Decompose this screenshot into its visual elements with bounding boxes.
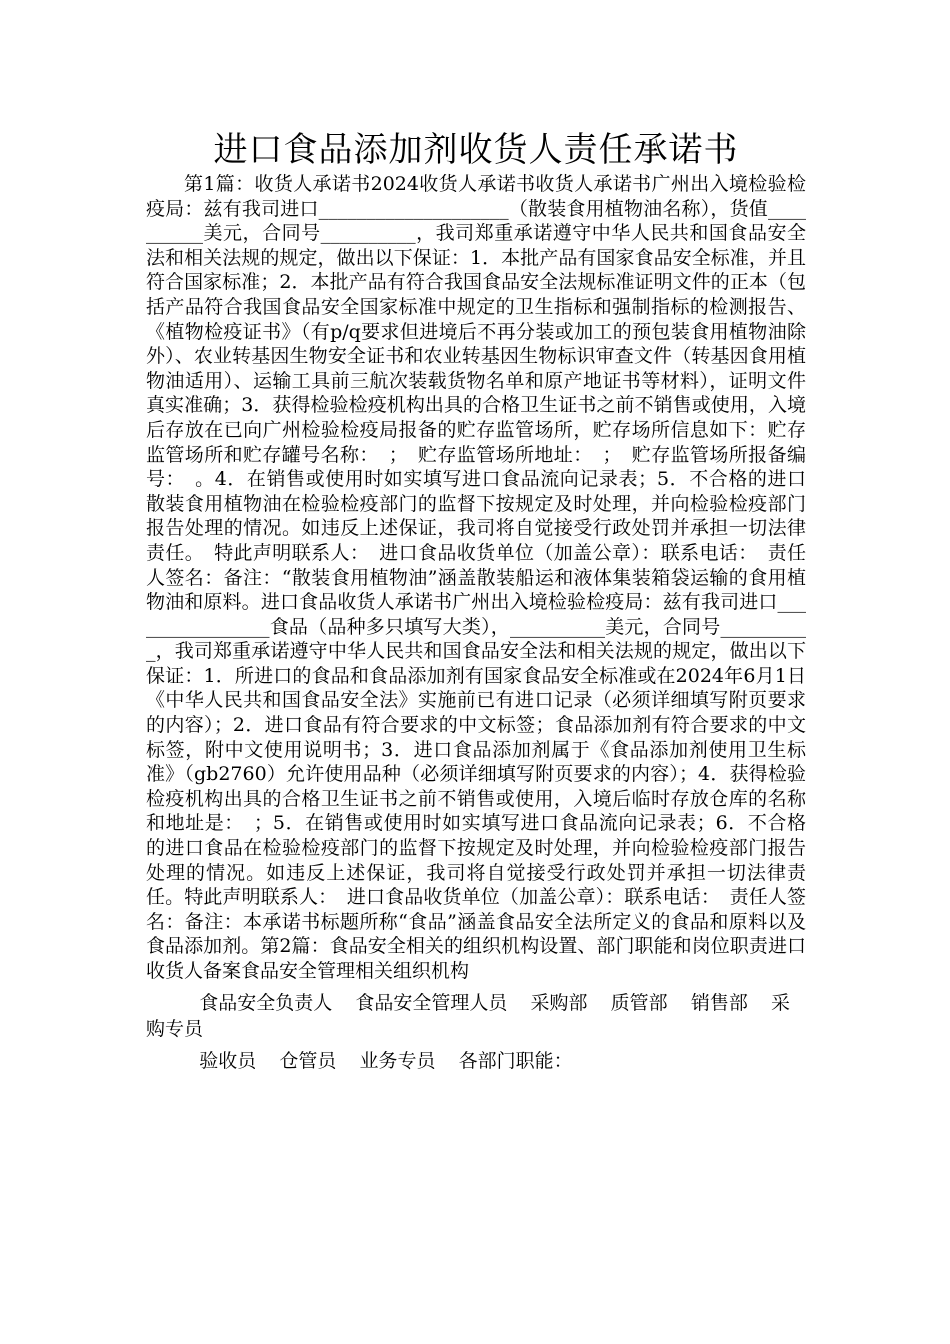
org-role: 验收员 <box>199 1049 257 1072</box>
document-body: 第1篇：收货人承诺书2024收货人承诺书收货人承诺书广州出入境检验检疫局：兹有我司进口____________________（散装食用植物油名称），货值__________美元，合同号__________，我司郑重承诺遵守中华人民共和国食品安全法和相关法规的规定，做出以下保证：1．本批产品有国家食品安全标准，并且符合国家标准；2．本批产品有符合我国食品安全法规标准证明文件的正本（包括产品符合我国食品安全国家标准中规定的卫生指标和强制指标的检测报告、《植物检疫证书》（有p/q要求但进境后不再分装或加工的预包装食用植物油除外）、农业转基因生物安全证书和农业转基因生物标识审查文件（转基因食用植物油适用）、运输工具前三航次装载货物名单和原产地证书等材料），证明文件真实准确；3．获得检验检疫机构出具的合格卫生证书之前不销售或使用，入境后存放在已向广州检验检疫局报备的贮存监管场所，贮存场所信息如下：贮存监管场所和贮存罐号名称： ； 贮存监管场所地址： ； 贮存监管场所报备编号： 。4．在销售或使用时如实填写进口食品流向记录表；5．不合格的进口散装食用植物油在检验检疫部门的监督下按规定及时处理，并向检验检疫部门报告处理的情况。如违反上述保证，我司将自觉接受行政处罚并承担一切法律责任。 特此声明联系人： 进口食品收货单位（加盖公章）：联系电话： 责任人签名：备注：“散装食用植物油”涵盖散装船运和液体集装箱袋运输的食用植物油和原料。进口食品收货人承诺书广州出入境检验检疫局：兹有我司进口________________食品（品种多只填写大类），__________美元，合同号__________，我司郑重承诺遵守中华人民共和国食品安全法和相关法规的规定，做出以下保证：1．所进口的食品和食品添加剂有国家食品安全标准或在2024年6月1日《中华人民共和国食品安全法》实施前已有进口记录（必须详细填写附页要求的内容）；2．进口食品有符合要求的中文标签；食品添加剂有符合要求的中文标签，附中文使用说明书；3．进口食品添加剂属于《食品添加剂使用卫生标准》（gb2760）允许使用品种（必须详细填写附页要求的内容）；4．获得检验检疫机构出具的合格卫生证书之前不销售或使用，入境后临时存放仓库的名称和地址是： ；5．在销售或使用时如实填写进口食品流向记录表；6．不合格的进口食品在检验检疫部门的监督下按规定及时处理，并向检验检疫部门报告处理的情况。如违反上述保证，我司将自觉接受行政处罚并承担一切法律责任。特此声明联系人： 进口食品收货单位（加盖公章）：联系电话： 责任人签名：备注：本承诺书标题所称“食品”涵盖食品安全法所定义的食品和原料以及食品添加剂。第2篇：食品安全相关的组织机构设置、部门职能和岗位职责进口收货人备案食品安全管理相关组织机构 <box>146 173 806 982</box>
org-role: 业务专员 <box>359 1049 436 1072</box>
org-role: 销售部 <box>690 991 748 1014</box>
document-page <box>146 128 806 1074</box>
org-role: 采购专员 <box>146 991 790 1040</box>
org-role: 各部门职能： <box>458 1049 573 1072</box>
org-role: 采购部 <box>530 991 588 1014</box>
org-role: 仓管员 <box>279 1049 337 1072</box>
org-chart-row-1 <box>146 990 806 1042</box>
org-role: 质管部 <box>610 991 668 1014</box>
org-role: 食品安全管理人员 <box>355 991 508 1014</box>
document-title: 进口食品添加剂收货人责任承诺书 <box>213 130 739 170</box>
org-chart-row-2 <box>146 1048 806 1074</box>
org-role: 食品安全负责人 <box>199 991 333 1014</box>
